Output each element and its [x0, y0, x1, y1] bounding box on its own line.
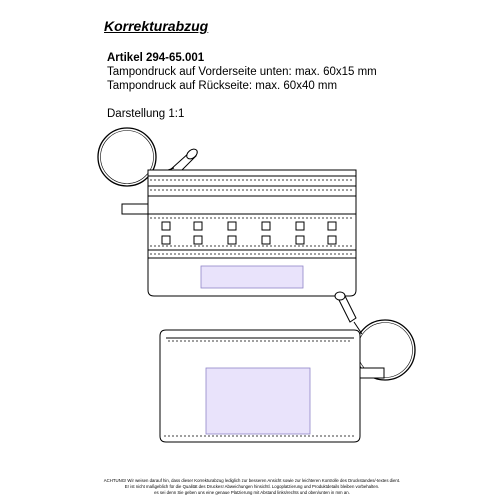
back-side-tab [360, 368, 384, 378]
front-key-ring [98, 128, 156, 186]
article-number: Artikel 294-65.001 [107, 52, 205, 64]
back-print-area [206, 368, 310, 434]
back-zipper-pull [335, 292, 362, 334]
footer-disclaimer-1: ACHTUNG! Wir weisen darauf hin, dass dieser Korrekturabzug lediglich zur besseren Ansicht sowie zur leichteren Kontrolle des Druckstandes/-textes dient. [103, 478, 401, 483]
print-info-back: Tampondruck auf Rückseite: max. 60x40 mm [107, 80, 338, 92]
footer-disclaimer-3: es sei denn Sie geben uns eine genaue Platzierung mit Abstand links/rechts und oben/unten in mm an. [154, 490, 350, 495]
front-side-tab [122, 204, 148, 214]
front-print-area [201, 266, 303, 288]
footer-disclaimer-2: Er ist nicht maßgeblich für die Qualität des Druckes! Abweichungen hinsichtl. Logoplatzierung und Produktdetails bleiben vorbehalten. [124, 484, 380, 489]
scale-note: Darstellung 1:1 [107, 108, 185, 120]
page-title: Korrekturabzug [104, 18, 209, 34]
print-info-front: Tampondruck auf Vorderseite unten: max. 60x15 mm [107, 66, 377, 78]
